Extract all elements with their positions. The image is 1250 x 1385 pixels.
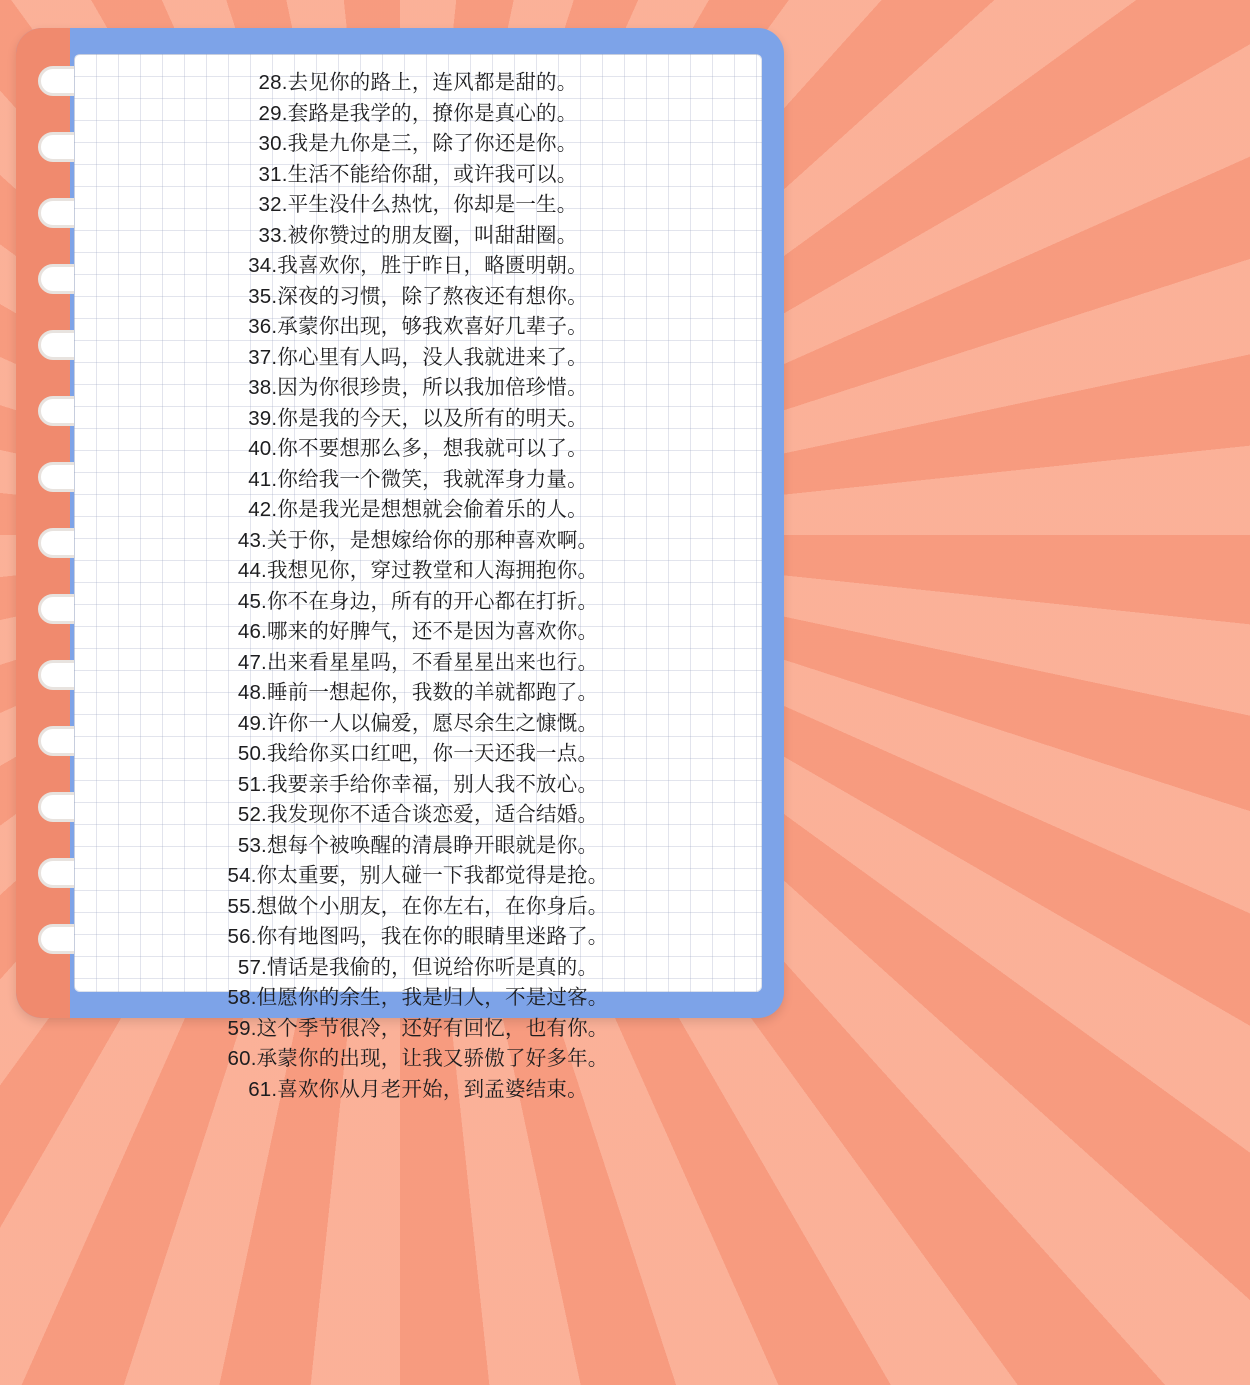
note-line: 30.我是九你是三，除了你还是你。 (258, 132, 578, 155)
note-line: 35.深夜的习惯，除了熬夜还有想你。 (248, 284, 588, 308)
note-line: 43.关于你，是想嫁给你的那种喜欢啊。 (237, 528, 599, 552)
note-line: 57.情话是我偷的，但说给你听是真的。 (237, 955, 599, 979)
note-line: 32.平生没什么热忱，你却是一生。 (258, 193, 578, 216)
note-line: 41.你给我一个微笑，我就浑身力量。 (248, 467, 588, 491)
note-line: 31.生活不能给你甜，或许我可以。 (258, 162, 578, 186)
note-line: 40.你不要想那么多，想我就可以了。 (248, 437, 588, 460)
note-line: 52.我发现你不适合谈恋爱，适合结婚。 (237, 803, 599, 826)
note-line: 55.想做个小朋友，在你左右，在你身后。 (227, 894, 609, 918)
note-line: 51.我要亲手给你幸福，别人我不放心。 (237, 772, 599, 796)
note-line: 34.我喜欢你，胜于昨日，略匮明朝。 (248, 254, 588, 277)
note-line: 28.去见你的路上，连风都是甜的。 (258, 71, 578, 94)
note-line: 33.被你赞过的朋友圈，叫甜甜圈。 (258, 223, 578, 247)
note-line-list (74, 68, 762, 1105)
note-line: 61.喜欢你从月老开始，到孟婆结束。 (248, 1077, 588, 1101)
note-line: 42.你是我光是想想就会偷着乐的人。 (248, 498, 588, 521)
note-line: 45.你不在身边，所有的开心都在打折。 (237, 589, 599, 613)
note-line: 38.因为你很珍贵，所以我加倍珍惜。 (248, 376, 588, 399)
note-line: 39.你是我的今天，以及所有的明天。 (248, 406, 588, 430)
note-line: 58.但愿你的余生，我是归人，不是过客。 (227, 986, 609, 1009)
notebook (16, 28, 784, 1101)
note-line: 53.想每个被唤醒的清晨睁开眼就是你。 (237, 833, 599, 857)
note-line: 44.我想见你，穿过教堂和人海拥抱你。 (237, 559, 599, 582)
note-line: 36.承蒙你出现，够我欢喜好几辈子。 (248, 315, 588, 338)
note-line: 54.你太重要，别人碰一下我都觉得是抢。 (227, 864, 609, 887)
note-line: 46.哪来的好脾气，还不是因为喜欢你。 (237, 620, 599, 643)
note-line: 60.承蒙你的出现，让我又骄傲了好多年。 (227, 1047, 609, 1070)
note-line: 29.套路是我学的，撩你是真心的。 (258, 101, 578, 125)
grid-paper (74, 54, 762, 1101)
note-line: 56.你有地图吗，我在你的眼睛里迷路了。 (227, 925, 609, 948)
note-line: 37.你心里有人吗，没人我就进来了。 (248, 345, 588, 369)
note-line: 47.出来看星星吗，不看星星出来也行。 (237, 650, 599, 674)
note-line: 48.睡前一想起你，我数的羊就都跑了。 (237, 681, 599, 704)
note-line: 50.我给你买口红吧，你一天还我一点。 (237, 742, 599, 765)
note-line: 59.这个季节很冷，还好有回忆，也有你。 (227, 1016, 609, 1040)
note-line: 49.许你一人以偏爱，愿尽余生之慷慨。 (237, 711, 599, 735)
